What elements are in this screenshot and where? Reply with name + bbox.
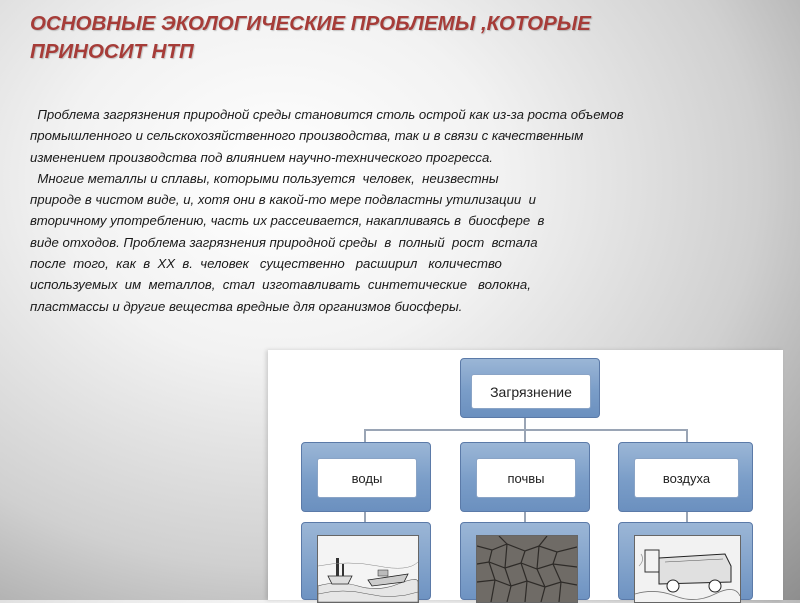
- image-node-soil: [460, 522, 590, 600]
- body-line: используемых им металлов, стал изготавливать синтетические волокна,: [30, 277, 531, 293]
- body-line: после того, как в XX в. человек существенно расширил количество: [30, 256, 502, 272]
- title-line-2: ПРИНОСИТ НТП: [30, 40, 194, 63]
- child-node-air: [618, 442, 753, 512]
- body-line: природе в чистом виде, и, хотя они в какой-то мере подвластны утилизации и: [30, 192, 536, 208]
- root-node: [460, 358, 600, 418]
- connector-middle-down: [524, 429, 526, 442]
- pollution-diagram: [268, 350, 783, 600]
- body-line: изменением производства под влиянием научно-технического прогресса.: [30, 149, 493, 165]
- image-node-water: [301, 522, 431, 600]
- body-line: виде отходов. Проблема загрязнения природной среды в полный рост встала: [30, 234, 538, 250]
- body-line: промышленного и сельскохозяйственного производства, так и в связи с качественным: [30, 128, 584, 144]
- vehicle-exhaust-image: [634, 535, 741, 603]
- body-paragraph: [30, 104, 790, 317]
- child-node-label: почвы: [476, 458, 576, 498]
- ships-icon: [318, 536, 418, 602]
- body-line: вторичному употреблению, часть их рассеивается, накапливаясь в биосфере в: [30, 213, 545, 229]
- child-node-label: воды: [317, 458, 417, 498]
- connector-root-down: [524, 416, 526, 430]
- image-node-air: [618, 522, 753, 600]
- cracked-soil-image: [476, 535, 578, 603]
- connector-left-down: [364, 429, 366, 442]
- slide-title: [30, 10, 750, 66]
- child-node-soil: [460, 442, 590, 512]
- title-line-1: ОСНОВНЫЕ ЭКОЛОГИЧЕСКИЕ ПРОБЛЕМЫ ,КОТОРЫЕ: [30, 12, 591, 35]
- child-node-label: воздуха: [634, 458, 739, 498]
- cracked-soil-icon: [477, 536, 577, 602]
- ships-on-water-image: [317, 535, 419, 603]
- connector-right-down: [686, 429, 688, 442]
- body-line: Проблема загрязнения природной среды становится столь острой как из-за роста объемов: [30, 107, 624, 122]
- body-line: пластмассы и другие вещества вредные для организмов биосферы.: [30, 298, 463, 314]
- child-node-water: [301, 442, 431, 512]
- body-line: Многие металлы и сплавы, которыми пользуется человек, неизвестны: [30, 170, 499, 186]
- root-node-label: Загрязнение: [471, 374, 591, 409]
- vehicle-exhaust-icon: [635, 536, 740, 602]
